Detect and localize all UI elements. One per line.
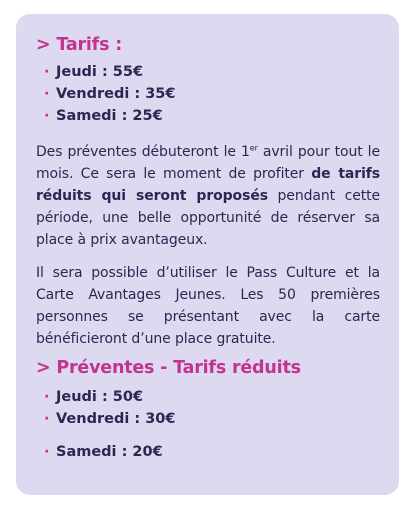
highlighted-text: de tarifs réduits qui seront proposés [36,166,380,204]
bullet-icon: · [44,86,50,102]
tarifs-heading: > Tarifs : [36,35,122,55]
bullet-icon: · [44,64,50,80]
ordinal-suffix: er [249,143,258,153]
list-item [36,441,380,463]
pass-culture-paragraph: Il sera possible d’utiliser le Pass Culture et la Carte Avantages Jeunes. Les 50 premières personnes se présentant avec la carte bénéficieront d’une place gratuite. [36,265,380,347]
preventes-list [36,386,380,463]
price-label: Jeudi : 55€ [56,64,144,80]
price-label: Jeudi : 50€ [56,389,144,405]
preventes-info-paragraph [36,141,380,251]
price-label: Samedi : 25€ [56,108,163,124]
price-label: Vendredi : 35€ [56,86,176,102]
price-label: Samedi : 20€ [56,444,163,460]
price-label: Vendredi : 30€ [56,411,176,427]
bullet-icon: · [44,411,50,427]
paragraph-text: pendant cette période, une belle opportunité de réserver sa place à prix avantageux. [36,188,381,248]
tarifs-list [36,61,380,127]
paragraph-text: Des préventes débuteront le 1 [36,144,250,160]
list-item [36,105,380,127]
preventes-heading: > Préventes - Tarifs réduits [36,358,301,378]
list-item [36,61,380,83]
list-item [36,386,380,408]
bullet-icon: · [44,108,50,124]
paragraph-text: avril pour tout le mois. Ce sera le moment de profiter [36,144,380,182]
bullet-icon: · [44,444,50,460]
list-item [36,83,380,105]
bullet-icon: · [44,389,50,405]
info-card [16,14,399,495]
list-item [36,408,380,430]
